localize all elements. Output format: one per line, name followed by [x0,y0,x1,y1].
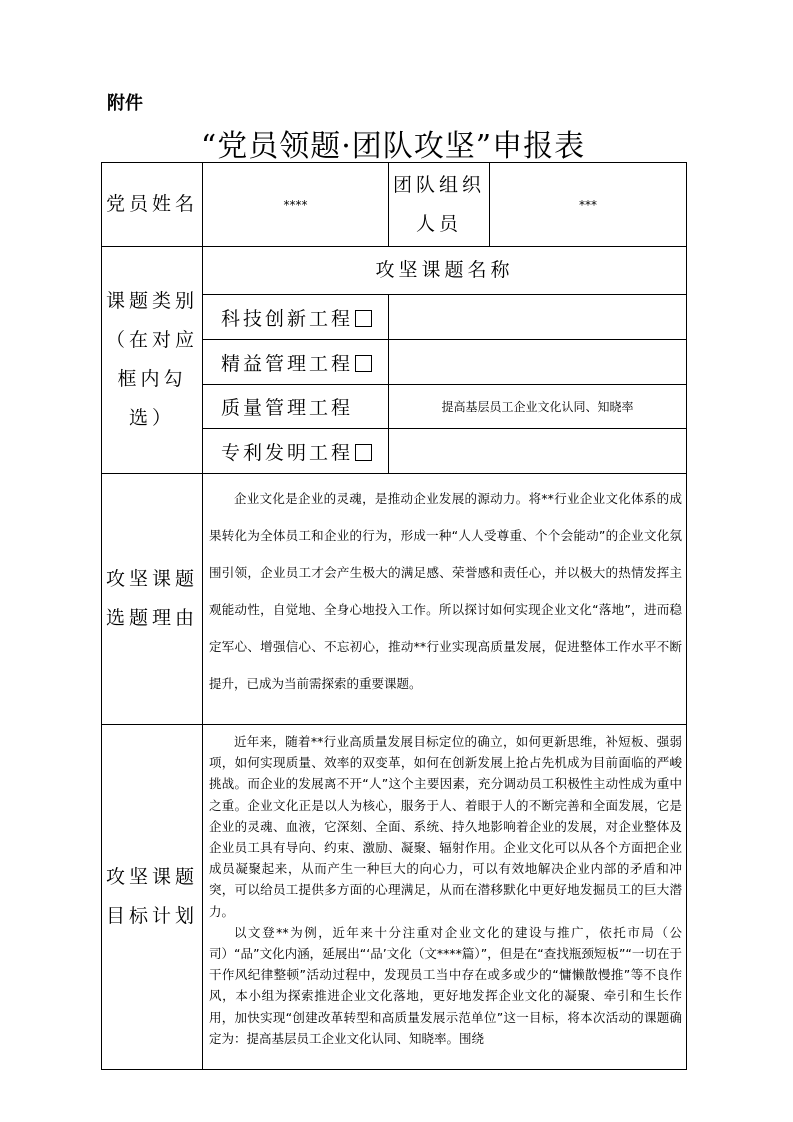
checkbox[interactable] [355,310,372,327]
topic-cell [389,295,687,340]
category-option-tech[interactable] [203,295,389,340]
category-option-label: 精益管理工程 [221,352,354,375]
category-option-label: 专利发明工程 [221,441,354,464]
team-members-value: *** [490,163,687,247]
member-name-label: 党员姓名 [102,163,203,247]
reason-text-cell [203,474,687,725]
category-option-label: 质量管理工程 [221,397,354,419]
category-label-line: （在对应 [105,329,198,351]
category-label [102,247,203,474]
plan-label [102,725,203,1070]
team-members-label [389,163,490,247]
annex-label: 附件 [107,93,143,114]
category-option-lean[interactable] [203,340,389,385]
topic-name-header: 攻坚课题名称 [203,247,687,295]
reason-label-line-1: 攻坚课题 [105,568,198,590]
topic-cell [389,429,687,474]
team-members-label-line-2: 人员 [415,212,462,235]
plan-label-line-2: 目标计划 [105,905,198,927]
reason-label-line-2: 选题理由 [105,607,198,629]
team-members-label-line-1: 团队组织 [392,173,485,196]
category-option-label: 科技创新工程 [221,307,354,330]
topic-cell: 提高基层员工企业文化认同、知晓率 [389,385,687,429]
plan-label-line-1: 攻坚课题 [105,866,198,888]
topic-cell [389,340,687,385]
category-label-line: 选） [128,407,175,429]
reason-label [102,474,203,725]
plan-row [102,725,687,1070]
reason-paragraph: 企业文化是企业的灵魂，是推动企业发展的源动力。将**行业企业文化体系的成果转化为全体员工和企业的行为，形成一种“人人受尊重、个个会能动”的企业文化氛围引领，企业员工才会产生极大的满足感、荣誉感和责任心，并以极大的热情发挥主观能动性，自觉地、全身心地投入工作。所以探讨如何实现企业文化“落地”，进而稳定军心、增强信心、不忘初心，推动**行业实现高质量发展，促进整体工作水平不断提升，已成为当前需探索的重要课题。 [209,491,682,691]
category-option-patent[interactable] [203,429,389,474]
plan-paragraph-2: 以文登**为例，近年来十分注重对企业文化的建设与推广，依托市局（公司）“品”文化内涵，延展出“‘品’文化（文****篇）”，但是在“查找瓶颈短板”“一切在于干作风纪律整顿”活动过程中，发现员工当中存在或多或少的“慵懒散慢推”等不良作风，本小组为探索推进企业文化落地，更好地发挥企业文化的凝聚、牵引和生长作用，加快实现“创建改革转型和高质量发展示范单位”这一目标，将本次活动的课题确定为：提高基层员工企业文化认同、知晓率。围绕 [209,924,682,1046]
application-form [101,162,687,1070]
category-option-quality[interactable] [203,385,389,429]
form-title: “党员领题·团队攻坚”申报表 [200,129,586,164]
category-label-line: 框内勾 [117,368,187,390]
checkbox[interactable] [355,444,372,461]
member-row [102,163,687,247]
reason-row [102,474,687,725]
plan-paragraph-1: 近年来，随着**行业高质量发展目标定位的确立，如何更新思维，补短板、强弱项，如何实现质量、效率的双变革，如何在创新发展上抢占先机成为目前面临的严峻挑战。而企业的发展离不开“人”这个主要因素，充分调动员工积极性主动性成为重中之重。企业文化正是以人为核心，服务于人、着眼于人的不断完善和全面发展，它是企业的灵魂、血液，它深刻、全面、系统、持久地影响着企业的发展，对企业整体及企业员工具有导向、约束、激励、凝聚、辐射作用。企业文化可以从各个方面把企业成员凝聚起来，从而产生一种巨大的向心力，可以有效地解决企业内部的矛盾和冲突，可以给员工提供多方面的心理满足，从而在潜移默化中更好地发掘员工的巨大潜力。 [209,734,682,919]
checkbox[interactable] [355,355,372,372]
member-name-value: **** [203,163,389,247]
category-header-row [102,247,687,295]
category-label-line: 课题类别 [105,290,198,312]
plan-text-cell [203,725,687,1070]
